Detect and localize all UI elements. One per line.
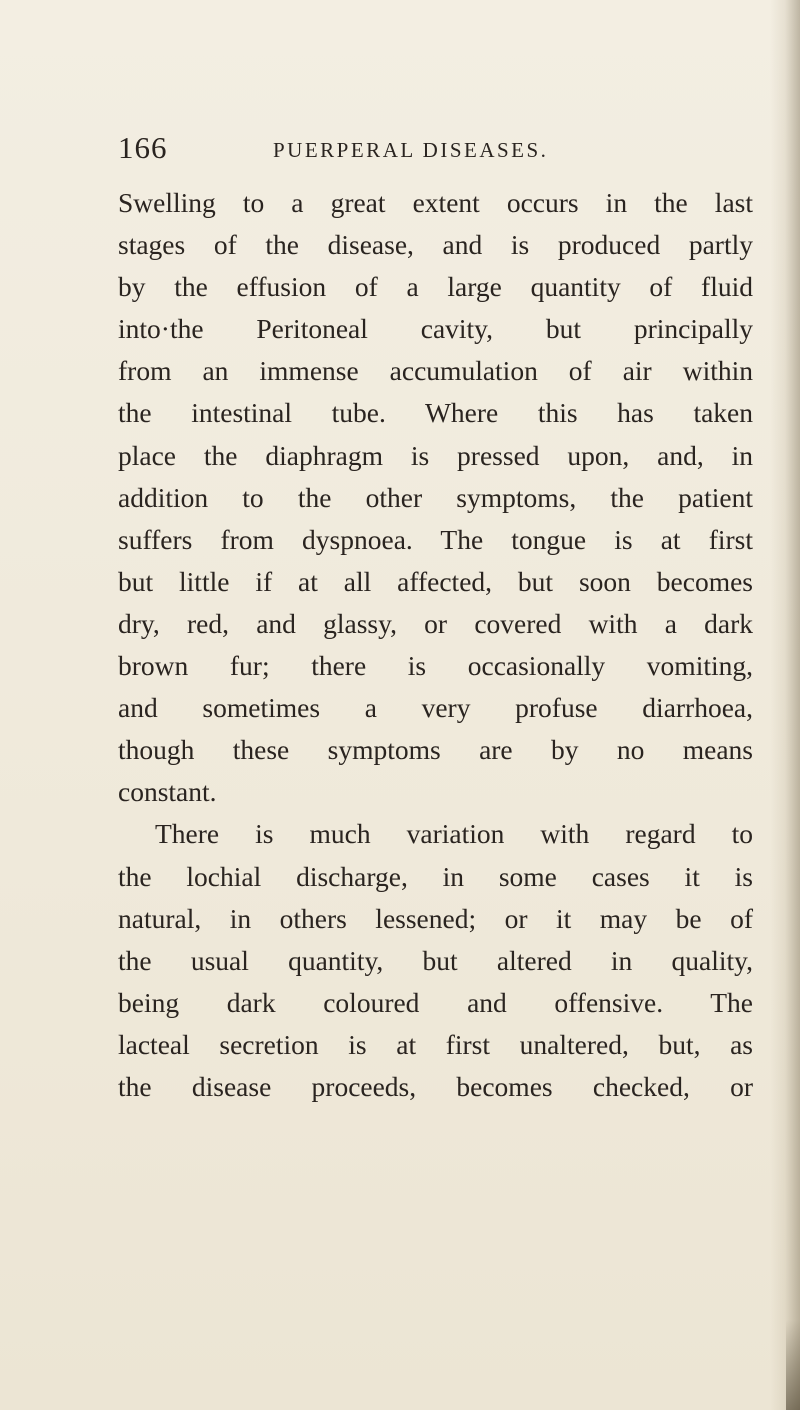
text-line: constant. bbox=[118, 776, 217, 808]
text-line: being dark coloured and offensive. The bbox=[118, 986, 753, 1018]
text-line: from an immense accumulation of air within bbox=[118, 355, 753, 387]
running-head: PUERPERAL DISEASES. bbox=[273, 138, 549, 162]
text-line: into·the Peritoneal cavity, but principally bbox=[118, 313, 753, 345]
text-line: and sometimes a very profuse diarrhoea, bbox=[118, 692, 753, 724]
page-number: 166 bbox=[118, 130, 168, 165]
text-line: lacteal secretion is at first unaltered, but, as bbox=[118, 1028, 753, 1060]
text-line: Swelling to a great extent occurs in the last bbox=[118, 187, 753, 218]
text-line: addition to the other symptoms, the patient bbox=[118, 481, 753, 513]
body-text bbox=[118, 182, 753, 1108]
text-line: suffers from dyspnoea. The tongue is at first bbox=[118, 523, 753, 555]
text-line: the lochial discharge, in some cases it is bbox=[118, 860, 753, 892]
text-line: the disease proceeds, becomes checked, or bbox=[118, 1070, 753, 1102]
text-line: place the diaphragm is pressed upon, and, in bbox=[118, 439, 753, 471]
page-edge-shadow bbox=[786, 1320, 800, 1410]
text-line: the usual quantity, but altered in quality, bbox=[118, 944, 753, 976]
text-line: There is much variation with regard to bbox=[155, 818, 753, 850]
text-line: natural, in others lessened; or it may be of bbox=[118, 902, 753, 934]
text-line: brown fur; there is occasionally vomiting, bbox=[118, 650, 753, 682]
text-line: stages of the disease, and is produced partly bbox=[118, 229, 753, 261]
text-line: the intestinal tube. Where this has taken bbox=[118, 397, 753, 429]
page-header bbox=[118, 128, 738, 168]
text-line: by the effusion of a large quantity of fluid bbox=[118, 271, 753, 303]
text-line: but little if at all affected, but soon becomes bbox=[118, 565, 753, 597]
text-line: dry, red, and glassy, or covered with a dark bbox=[118, 607, 753, 639]
text-line: though these symptoms are by no means bbox=[118, 734, 753, 766]
